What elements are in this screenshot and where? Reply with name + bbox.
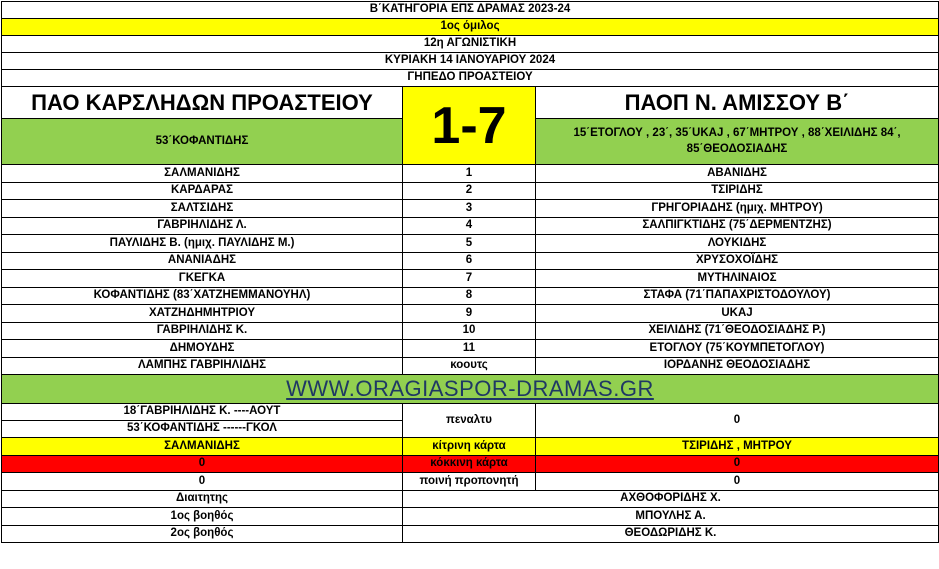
round-row [2,36,939,53]
penalty-row-1 [2,404,939,421]
home-team-name: ΠΑΟ ΚΑΡΣΛΗΔΩΝ ΠΡΟΑΣΤΕΙΟΥ [2,87,403,119]
home-yellow-cards: ΣΑΛΜΑΝΙΔΗΣ [2,438,403,456]
away-coach-penalty: 0 [536,473,939,491]
home-penalty-2: 53΄ΚΟΦΑΝΤΙΔΗΣ ------ΓΚΟΛ [2,421,403,438]
home-player: ΑΝΑΝΙΑΔΗΣ [2,252,403,270]
teams-row [2,87,939,119]
home-penalty-1: 18΄ΓΑΒΡΙΗΛΙΔΗΣ Κ. ----ΑΟΥΤ [2,404,403,421]
home-player: ΔΗΜΟΥΔΗΣ [2,340,403,358]
away-scorers: 15΄ΕΤΟΓΛΟΥ , 23΄, 35΄UKAJ , 67΄ΜΗΤΡΟΥ , 88΄ΧΕΙΛΙΔΗΣ 84΄, 85΄ΘΕΟΔΟΣΙΑΔΗΣ [536,119,939,165]
red-card-row [2,455,939,473]
official-role: 2ος βοηθός [2,525,403,543]
date-row [2,53,939,70]
away-player: ΕΤΟΓΛΟΥ (75΄ΚΟΥΜΠΕΤΟΓΛΟΥ) [536,340,939,358]
lineup-row [2,287,939,305]
shirt-number: 6 [403,252,536,270]
coach-penalty-label: ποινή προπονητή [403,473,536,491]
official-name: ΜΠΟΥΛΗΣ Α. [403,508,939,526]
lineup-row [2,270,939,288]
away-penalty: 0 [536,404,939,438]
official-role: 1ος βοηθός [2,508,403,526]
yellow-card-row [2,438,939,456]
lineup-row [2,217,939,235]
away-player: UKAJ [536,305,939,323]
league-row [2,2,939,19]
coach-penalty-row [2,473,939,491]
stadium-row [2,70,939,87]
coaches-row [2,357,939,375]
official-row [2,508,939,526]
round-title: 12η ΑΓΩΝΙΣΤΙΚΗ [2,36,939,53]
away-player: ΛΟΥΚΙΔΗΣ [536,235,939,253]
match-report-sheet [1,1,938,543]
official-name: ΘΕΟΔΩΡΙΔΗΣ Κ. [403,525,939,543]
shirt-number: 1 [403,165,536,183]
official-row [2,490,939,508]
penalty-label: πεναλτυ [403,404,536,438]
shirt-number: 11 [403,340,536,358]
lineup-row [2,305,939,323]
home-player: ΣΑΛΤΣΙΔΗΣ [2,200,403,218]
coach-label: κοουτς [403,357,536,375]
shirt-number: 2 [403,182,536,200]
home-player: ΧΑΤΖΗΔΗΜΗΤΡΙΟΥ [2,305,403,323]
home-scorers: 53΄ΚΟΦΑΝΤΙΔΗΣ [2,119,403,165]
away-team-name: ΠΑΟΠ Ν. ΑΜΙΣΣΟΥ Β΄ [536,87,939,119]
away-player: ΧΕΙΛΙΔΗΣ (71΄ΘΕΟΔΟΣΙΑΔΗΣ Ρ.) [536,322,939,340]
home-player: ΣΑΛΜΑΝΙΔΗΣ [2,165,403,183]
lineup-row [2,235,939,253]
website-row [2,375,939,404]
home-player: ΓΑΒΡΙΗΛΙΔΗΣ Λ. [2,217,403,235]
away-yellow-cards: ΤΣΙΡΙΔΗΣ , ΜΗΤΡΟΥ [536,438,939,456]
website-link[interactable]: WWW.ORAGIASPOR-DRAMAS.GR [286,376,654,401]
home-red-cards: 0 [2,455,403,473]
official-role: Διαιτητης [2,490,403,508]
away-player: ΑΒΑΝΙΔΗΣ [536,165,939,183]
shirt-number: 4 [403,217,536,235]
home-player: ΓΑΒΡΙΗΛΙΔΗΣ Κ. [2,322,403,340]
stadium-name: ΓΗΠΕΔΟ ΠΡΟΑΣΤΕΙΟΥ [2,70,939,87]
away-red-cards: 0 [536,455,939,473]
home-coach-penalty: 0 [2,473,403,491]
group-row [2,19,939,36]
yellow-card-label: κίτρινη κάρτα [403,438,536,456]
shirt-number: 5 [403,235,536,253]
website-banner [2,375,939,404]
home-player: ΚΟΦΑΝΤΙΔΗΣ (83΄ΧΑΤΖΗΕΜΜΑΝΟΥΗΛ) [2,287,403,305]
lineup-row [2,252,939,270]
away-player: ΓΡΗΓΟΡΙΑΔΗΣ (ημιχ. ΜΗΤΡΟΥ) [536,200,939,218]
match-date: ΚΥΡΙΑΚΗ 14 ΙΑΝΟΥΑΡΙΟΥ 2024 [2,53,939,70]
shirt-number: 8 [403,287,536,305]
official-name: ΑΧΘΟΦΟΡΙΔΗΣ Χ. [403,490,939,508]
league-title: Β΄ΚΑΤΗΓΟΡΙΑ ΕΠΣ ΔΡΑΜΑΣ 2023-24 [2,2,939,19]
away-player: ΤΣΙΡΙΔΗΣ [536,182,939,200]
away-player: ΧΡΥΣΟΧΟΪΔΗΣ [536,252,939,270]
away-player: ΣΑΛΠΙΓΚΤΙΔΗΣ (75΄ΔΕΡΜΕΝΤΖΗΣ) [536,217,939,235]
shirt-number: 10 [403,322,536,340]
shirt-number: 3 [403,200,536,218]
lineup-row [2,200,939,218]
shirt-number: 9 [403,305,536,323]
final-score: 1-7 [403,87,536,165]
red-card-label: κόκκινη κάρτα [403,455,536,473]
home-player: ΚΑΡΔΑΡΑΣ [2,182,403,200]
away-player: ΜΥΤΗΛΙΝΑΙΟΣ [536,270,939,288]
match-report-table [1,1,939,543]
away-player: ΣΤΑΦΑ (71΄ΠΑΠΑΧΡΙΣΤΟΔΟΥΛΟΥ) [536,287,939,305]
lineup-row [2,340,939,358]
home-coach: ΛΑΜΠΗΣ ΓΑΒΡΙΗΛΙΔΗΣ [2,357,403,375]
official-row [2,525,939,543]
away-coach: ΙΟΡΔΑΝΗΣ ΘΕΟΔΟΣΙΑΔΗΣ [536,357,939,375]
shirt-number: 7 [403,270,536,288]
lineup-row [2,165,939,183]
lineup-row [2,322,939,340]
home-player: ΠΑΥΛΙΔΗΣ Β. (ημιχ. ΠΑΥΛΙΔΗΣ Μ.) [2,235,403,253]
lineup-row [2,182,939,200]
home-player: ΓΚΕΓΚΑ [2,270,403,288]
group-title: 1ος όμιλος [2,19,939,36]
